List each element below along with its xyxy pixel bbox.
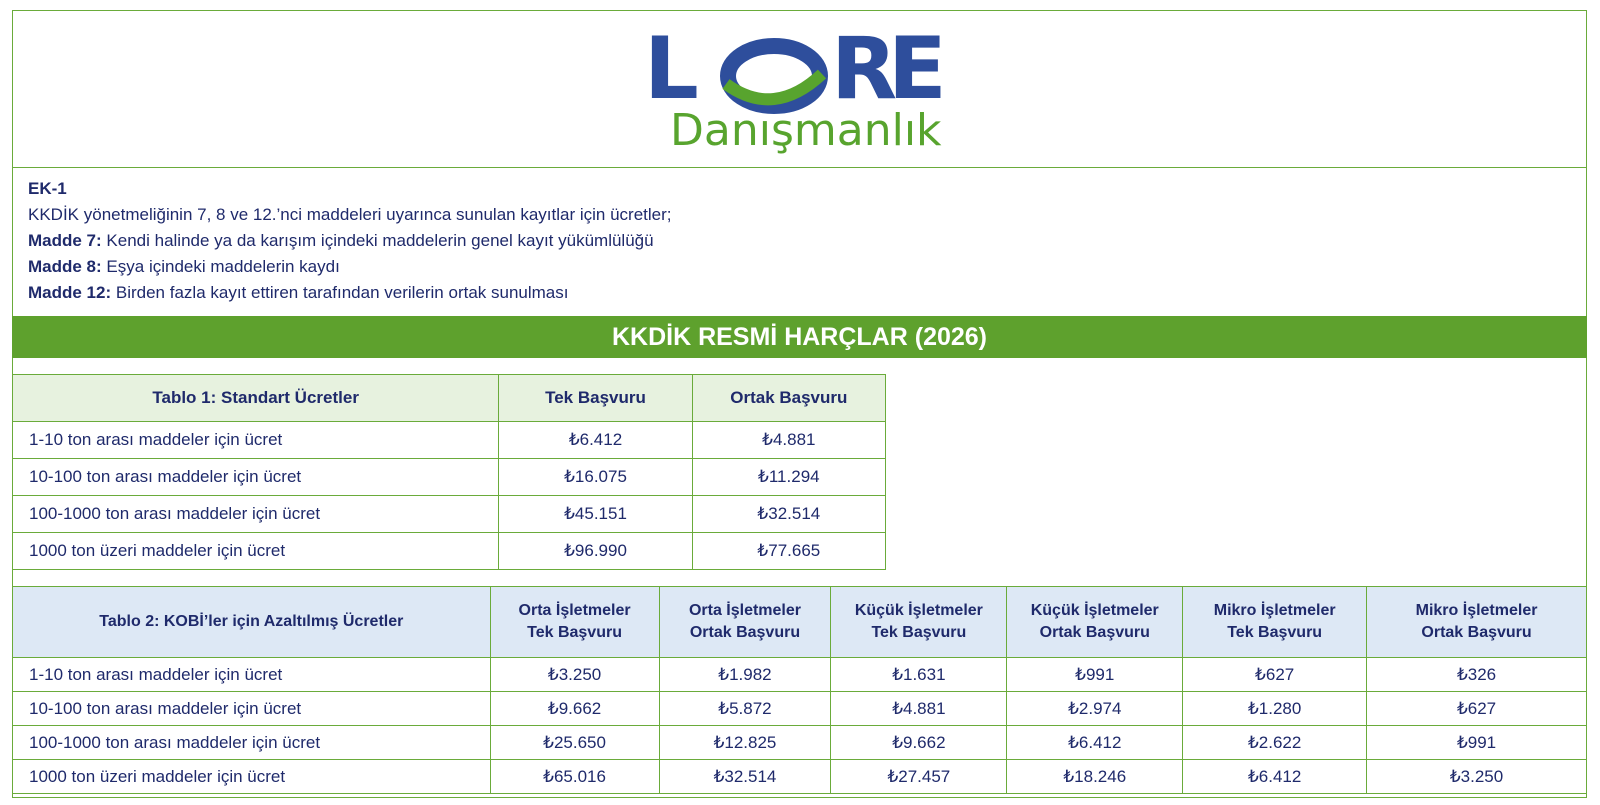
column-header: Orta İşletmeler Ortak Başvuru: [659, 587, 831, 658]
row-label: 1-10 ton arası maddeler için ücret: [13, 422, 499, 459]
table-row: [13, 496, 886, 533]
article-item: [28, 280, 672, 306]
article-label: Madde 8:: [28, 257, 102, 276]
fee-cell: ₺9.662: [490, 692, 659, 726]
section-banner: KKDİK RESMİ HARÇLAR (2026): [12, 316, 1587, 358]
table-row: [13, 726, 1587, 760]
fee-cell: ₺3.250: [490, 658, 659, 692]
row-label: 1000 ton üzeri maddeler için ücret: [13, 760, 491, 794]
intro-section: [28, 176, 672, 306]
fee-cell: ₺65.016: [490, 760, 659, 794]
row-label: 10-100 ton arası maddeler için ücret: [13, 692, 491, 726]
fee-cell: ₺27.457: [831, 760, 1007, 794]
table-row: [13, 760, 1587, 794]
fee-cell: ₺2.974: [1007, 692, 1183, 726]
fee-cell: ₺6.412: [1183, 760, 1367, 794]
table-row: [13, 692, 1587, 726]
fee-cell: ₺96.990: [499, 533, 692, 570]
table-row: [13, 658, 1587, 692]
fee-cell: ₺3.250: [1367, 760, 1587, 794]
fee-cell: ₺1.280: [1183, 692, 1367, 726]
fee-cell: ₺16.075: [499, 459, 692, 496]
article-item: [28, 254, 672, 280]
column-header: Küçük İşletmeler Ortak Başvuru: [1007, 587, 1183, 658]
fee-cell: ₺6.412: [1007, 726, 1183, 760]
article-text: Kendi halinde ya da karışım içindeki maddelerin genel kayıt yükümlülüğü: [106, 231, 654, 250]
row-label: 100-1000 ton arası maddeler için ücret: [13, 496, 499, 533]
table-title: Tablo 2: KOBİ’ler için Azaltılmış Ücretler: [13, 587, 491, 658]
fee-cell: ₺4.881: [831, 692, 1007, 726]
article-item: [28, 228, 672, 254]
fee-cell: ₺1.982: [659, 658, 831, 692]
column-header: Mikro İşletmeler Ortak Başvuru: [1367, 587, 1587, 658]
fee-cell: ₺9.662: [831, 726, 1007, 760]
fee-cell: ₺6.412: [499, 422, 692, 459]
table-header-row: [13, 375, 886, 422]
table-row: [13, 459, 886, 496]
fee-cell: ₺2.622: [1183, 726, 1367, 760]
sme-fees-table: [12, 586, 1587, 794]
column-header: Mikro İşletmeler Tek Başvuru: [1183, 587, 1367, 658]
fee-cell: ₺627: [1183, 658, 1367, 692]
column-header: Küçük İşletmeler Tek Başvuru: [831, 587, 1007, 658]
fee-cell: ₺25.650: [490, 726, 659, 760]
fee-cell: ₺12.825: [659, 726, 831, 760]
column-header: Tek Başvuru: [499, 375, 692, 422]
fee-cell: ₺991: [1007, 658, 1183, 692]
fee-cell: ₺45.151: [499, 496, 692, 533]
table-header-row: [13, 587, 1587, 658]
fee-cell: ₺4.881: [692, 422, 885, 459]
fee-cell: ₺77.665: [692, 533, 885, 570]
fee-cell: ₺32.514: [692, 496, 885, 533]
intro-line: KKDİK yönetmeliğinin 7, 8 ve 12.’nci maddeleri uyarınca sunulan kayıtlar için ücretler;: [28, 205, 672, 224]
table-row: [13, 422, 886, 459]
fee-cell: ₺1.631: [831, 658, 1007, 692]
logo-subtitle: Danışmanlık: [670, 105, 942, 156]
fee-cell: ₺991: [1367, 726, 1587, 760]
fee-cell: ₺5.872: [659, 692, 831, 726]
standard-fees-table: [12, 374, 886, 570]
column-header: Ortak Başvuru: [692, 375, 885, 422]
column-header: Orta İşletmeler Tek Başvuru: [490, 587, 659, 658]
fee-cell: ₺11.294: [692, 459, 885, 496]
annex-label: EK-1: [28, 179, 67, 198]
row-label: 10-100 ton arası maddeler için ücret: [13, 459, 499, 496]
row-label: 1-10 ton arası maddeler için ücret: [13, 658, 491, 692]
table-title: Tablo 1: Standart Ücretler: [13, 375, 499, 422]
article-label: Madde 12:: [28, 283, 112, 302]
article-text: Birden fazla kayıt ettiren tarafından verilerin ortak sunulması: [115, 283, 569, 302]
table-row: [13, 533, 886, 570]
fee-cell: ₺326: [1367, 658, 1587, 692]
row-label: 1000 ton üzeri maddeler için ücret: [13, 533, 499, 570]
fee-cell: ₺18.246: [1007, 760, 1183, 794]
fee-cell: ₺627: [1367, 692, 1587, 726]
article-label: Madde 7:: [28, 231, 102, 250]
article-text: Eşya içindeki maddelerin kaydı: [106, 257, 340, 276]
row-label: 100-1000 ton arası maddeler için ücret: [13, 726, 491, 760]
company-logo: L R E Danışmanlık: [656, 24, 956, 154]
fee-cell: ₺32.514: [659, 760, 831, 794]
